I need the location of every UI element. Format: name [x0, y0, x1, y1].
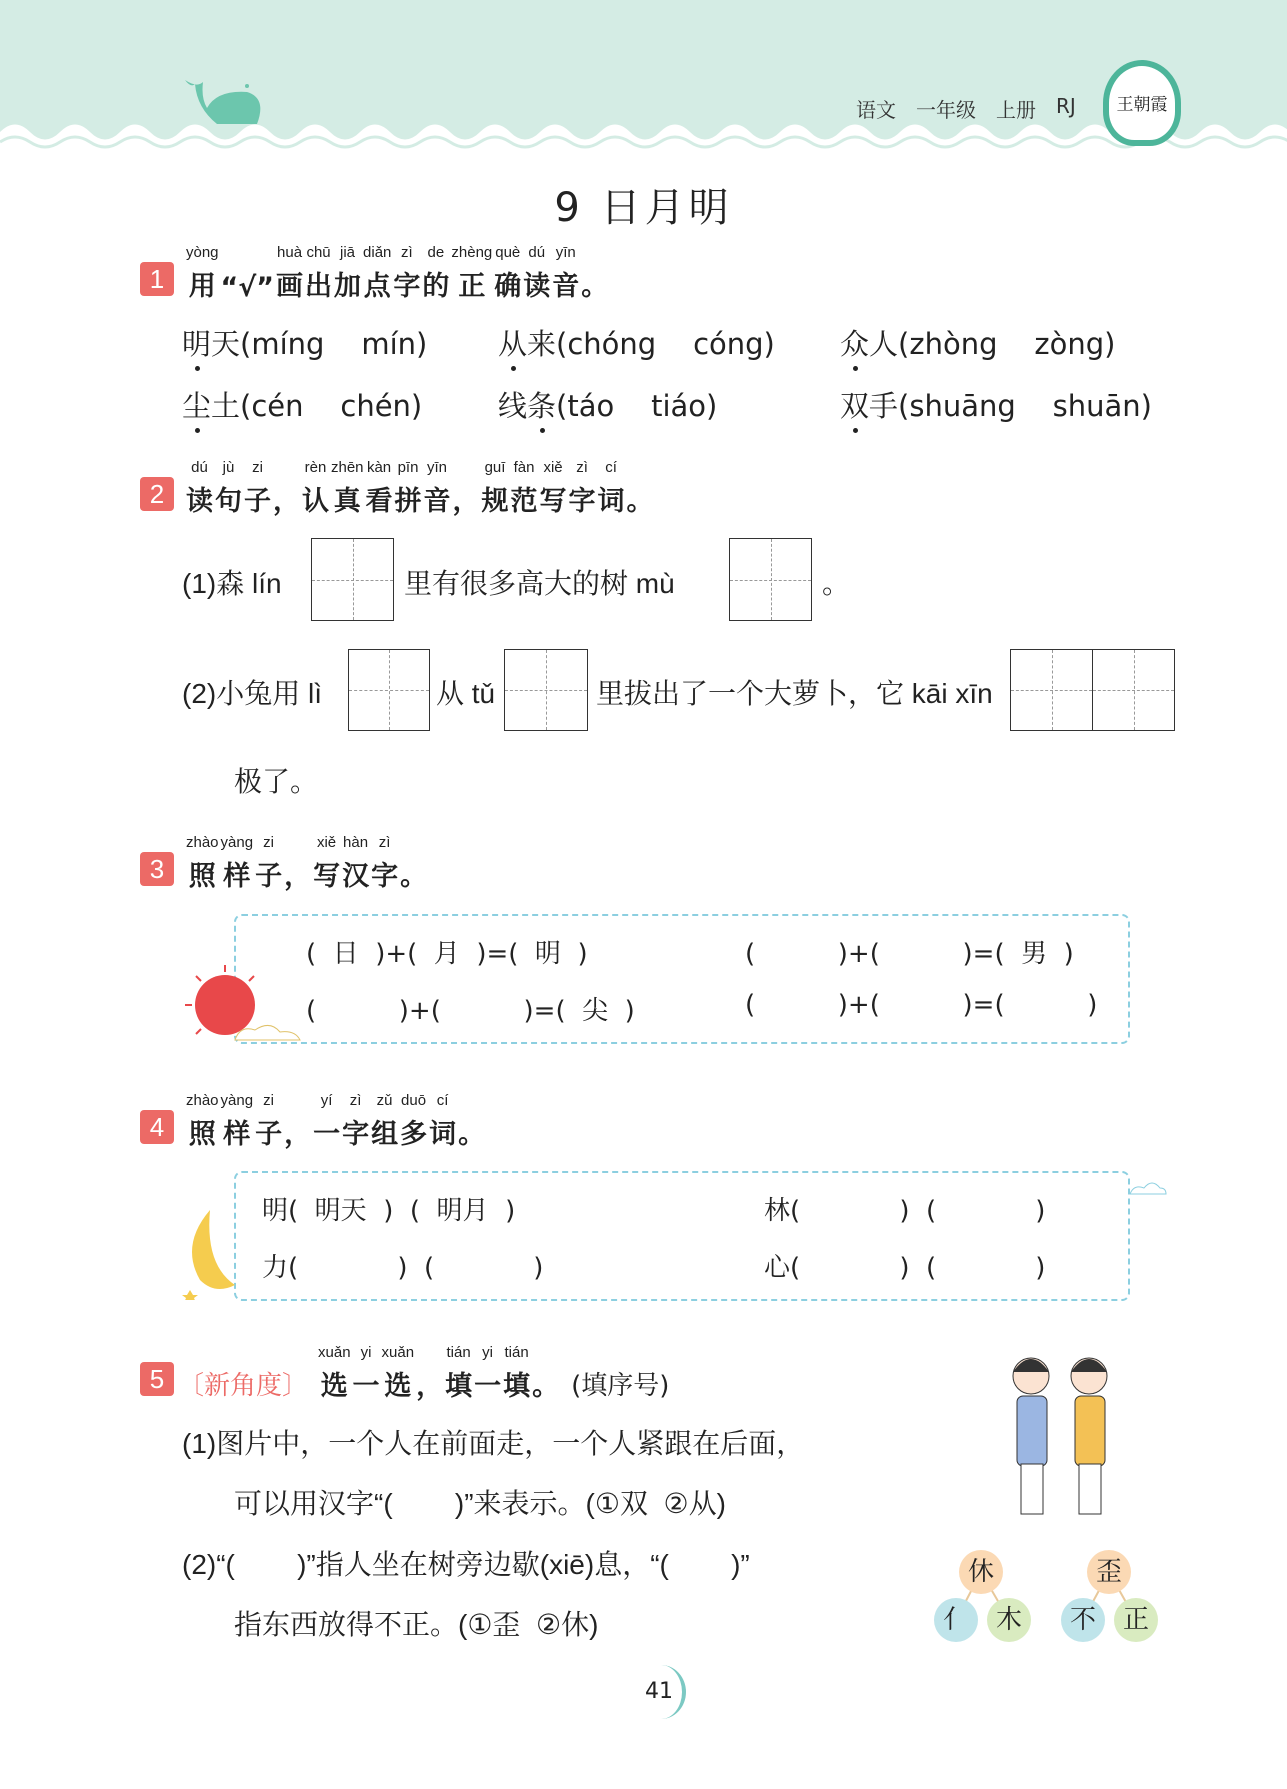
hanzi: “√” — [220, 272, 275, 303]
hanzi: 出 — [305, 271, 333, 302]
pinyin-char — [255, 1092, 282, 1151]
pinyin: zi — [263, 1092, 274, 1109]
pinyin: kàn — [366, 459, 392, 476]
pinyin: zhào — [186, 1092, 219, 1109]
hanzi: 音 — [552, 271, 580, 302]
hanzi: 认 — [302, 486, 329, 517]
pinyin: zì — [576, 459, 588, 476]
pinyin-char — [363, 244, 391, 303]
pinyin: diǎn — [363, 244, 392, 261]
hanzi: 。 — [400, 861, 428, 892]
hanzi: ， — [416, 1371, 444, 1402]
pinyin-char — [305, 244, 332, 303]
pinyin: dú — [191, 459, 208, 476]
pinyin: què — [495, 244, 521, 261]
pinyin-char — [186, 1092, 219, 1151]
pinyin-char — [318, 1344, 351, 1403]
q1-item[interactable] — [498, 384, 717, 425]
pinyin: tián — [504, 1344, 529, 1361]
question-number-4: 4 — [140, 1110, 174, 1144]
hanzi: 加 — [334, 271, 362, 302]
pinyin-char — [569, 459, 596, 518]
hanzi: 。 — [532, 1371, 560, 1402]
hanzi: 照 — [188, 1119, 216, 1150]
hanzi: 线 — [498, 389, 528, 423]
q4-word-group[interactable]: 心( ) ( ) — [764, 1253, 1046, 1283]
char-node: 亻 — [934, 1598, 978, 1642]
q5-note: (填序号) — [571, 1371, 670, 1401]
q4-word-group[interactable]: 力( ) ( ) — [262, 1253, 544, 1283]
pinyin-options[interactable]: (chóng cóng) — [556, 327, 775, 361]
q5-line[interactable]: 可以用汉字“( )”来表示。(①双 ②从) — [234, 1488, 726, 1519]
book-info — [856, 94, 1076, 123]
pinyin: de — [427, 244, 445, 261]
pinyin: zhēn — [331, 459, 364, 476]
hanzi: 填 — [445, 1371, 473, 1402]
hanzi: 照 — [188, 861, 216, 892]
hanzi: 确 — [494, 271, 522, 302]
q1-item[interactable] — [182, 384, 422, 425]
pinyin-char — [255, 834, 282, 893]
hanzi: 一 — [474, 1371, 502, 1402]
moon-icon — [180, 1205, 240, 1300]
pinyin: jù — [222, 459, 235, 476]
pinyin-char — [445, 1344, 472, 1403]
q3-instruction — [186, 834, 429, 893]
pinyin-char — [540, 459, 567, 518]
new-angle-tag: 〔新角度〕 — [178, 1371, 309, 1401]
q3-equation[interactable]: ( )+( )=( 男 ) — [745, 939, 1074, 969]
hanzi: 画 — [276, 271, 304, 302]
pinyin-char — [366, 459, 393, 518]
q2-sentence2-mid: 从 tǔ — [436, 678, 496, 709]
volume: 上册 — [996, 98, 1036, 122]
q5-line: 指东西放得不正。(①歪 ②休) — [234, 1609, 599, 1640]
pinyin-char — [523, 244, 550, 303]
writing-box[interactable] — [504, 649, 588, 731]
hanzi: 拼 — [394, 486, 422, 517]
pinyin-char — [221, 1092, 254, 1151]
q1-item[interactable] — [182, 322, 427, 363]
pinyin: yàng — [220, 1092, 254, 1109]
edition: RJ — [1056, 94, 1076, 118]
q1-item[interactable] — [840, 384, 1152, 425]
hanzi: 样 — [223, 1119, 251, 1150]
q3-equation[interactable]: ( 日 )+( 月 )=( 明 ) — [306, 939, 588, 969]
pinyin-char — [395, 459, 422, 518]
pinyin: zǔ — [376, 1092, 393, 1109]
hanzi: 一 — [352, 1371, 380, 1402]
pinyin: zi — [252, 459, 263, 476]
pinyin-char — [302, 459, 329, 518]
pinyin-char — [424, 459, 451, 518]
pinyin-options[interactable]: (míng mín) — [240, 327, 428, 361]
pinyin-char — [598, 459, 625, 518]
hanzi: 范 — [510, 486, 538, 517]
pinyin-options[interactable]: (táo tiáo) — [556, 389, 718, 423]
pinyin: xiě — [543, 459, 563, 476]
pinyin: yi — [360, 1344, 372, 1361]
pinyin-char — [331, 459, 364, 518]
pinyin-char — [313, 834, 340, 893]
pinyin-char — [313, 1092, 340, 1151]
pinyin: zi — [263, 834, 274, 851]
pinyin: huà — [277, 244, 303, 261]
writing-box[interactable] — [348, 649, 430, 731]
hanzi: 土 — [211, 389, 241, 423]
pinyin-char — [581, 244, 608, 303]
hanzi: 规 — [481, 486, 509, 517]
q4-word-group[interactable]: 明( 明天 ) ( 明月 ) — [262, 1196, 516, 1226]
pinyin-char — [221, 834, 254, 893]
pinyin-char — [342, 834, 369, 893]
pinyin: yàng — [220, 834, 254, 851]
pinyin-char — [393, 244, 420, 303]
hanzi: 词 — [597, 486, 625, 517]
pinyin-char — [482, 459, 509, 518]
pinyin-char — [422, 244, 449, 303]
pinyin-char — [474, 1344, 501, 1403]
pinyin-char — [215, 459, 242, 518]
grade: 一年级 — [916, 98, 976, 122]
hanzi: 组 — [371, 1119, 399, 1150]
hanzi: 条 — [527, 389, 557, 423]
hanzi: 明 — [182, 327, 212, 361]
pinyin: yí — [320, 1092, 333, 1109]
hanzi: 正 — [458, 271, 486, 302]
hanzi: 用 — [188, 271, 216, 302]
q2-sentence2-end: 极了。 — [234, 766, 319, 797]
pinyin: jiā — [340, 244, 356, 261]
question-number-1: 1 — [140, 262, 174, 296]
char-node: 正 — [1114, 1598, 1158, 1642]
pinyin-options[interactable]: (cén chén) — [240, 389, 423, 423]
writing-box[interactable] — [729, 538, 812, 621]
hanzi: 汉 — [342, 861, 370, 892]
q2-sentence1-mid: 里有很多高大的树 mù — [404, 568, 675, 599]
pinyin: zì — [378, 834, 391, 851]
hanzi: 子 — [255, 861, 283, 892]
pinyin: cí — [436, 1092, 449, 1109]
char-node: 木 — [987, 1598, 1031, 1642]
subject: 语文 — [856, 98, 896, 122]
pinyin-char — [503, 1344, 530, 1403]
hanzi: 一 — [313, 1119, 341, 1150]
hanzi: 子 — [244, 486, 271, 517]
pinyin: pīn — [397, 459, 419, 476]
pinyin-char — [342, 1092, 369, 1151]
q4-word-group[interactable]: 林( ) ( ) — [764, 1196, 1046, 1226]
hanzi: 读 — [186, 486, 213, 517]
q2-sentence2-start: (2)小兔用 lì — [182, 678, 323, 709]
pinyin: xiě — [316, 834, 337, 851]
pinyin-options[interactable]: (zhòng zòng) — [898, 327, 1116, 361]
pinyin-char — [400, 1092, 427, 1151]
hanzi: 字 — [342, 1119, 370, 1150]
hanzi: 天 — [211, 327, 241, 361]
question-number-5: 5 — [140, 1362, 174, 1396]
pinyin: xuǎn — [381, 1344, 415, 1361]
pinyin: zì — [349, 1092, 362, 1109]
pinyin: yòng — [186, 244, 219, 261]
pinyin-options[interactable]: (shuāng shuān) — [898, 389, 1152, 423]
char-node: 不 — [1061, 1598, 1105, 1642]
hanzi: 看 — [365, 486, 393, 517]
pinyin: duō — [401, 1092, 427, 1109]
pinyin-char — [429, 1092, 456, 1151]
writing-box[interactable] — [1010, 649, 1093, 731]
writing-box[interactable] — [1092, 649, 1175, 731]
question-number-2: 2 — [140, 477, 174, 511]
q2-instruction — [186, 459, 656, 518]
hanzi: 选 — [320, 1371, 348, 1402]
pinyin-char — [221, 252, 275, 303]
cloud-icon — [1128, 1178, 1168, 1198]
pinyin-char — [453, 459, 480, 518]
hanzi: 选 — [384, 1371, 412, 1402]
hanzi: 点 — [363, 271, 391, 302]
q3-equation[interactable]: ( )+( )=( ) — [745, 990, 1098, 1020]
hanzi: 样 — [223, 861, 251, 892]
q4-instruction — [186, 1092, 487, 1151]
hanzi: 人 — [869, 327, 899, 361]
char-node: 歪 — [1087, 1550, 1131, 1594]
pinyin-char — [284, 834, 311, 893]
pinyin: yīn — [555, 244, 576, 261]
q1-item[interactable] — [498, 322, 775, 363]
hanzi: 子 — [255, 1119, 283, 1150]
q5-line: (1)图片中，一个人在前面走，一个人紧跟在后面， — [182, 1428, 805, 1459]
pinyin-char — [276, 244, 303, 303]
pinyin-char — [371, 834, 398, 893]
hanzi: 手 — [869, 389, 899, 423]
char-node: 休 — [959, 1550, 1003, 1594]
question-number-3: 3 — [140, 852, 174, 886]
hanzi: 来 — [527, 327, 557, 361]
q2-sentence2-mid2: 里拔出了一个大萝卜，它 kāi xīn — [596, 678, 993, 709]
pinyin: xuǎn — [318, 1344, 351, 1361]
q1-item[interactable] — [840, 322, 1115, 363]
hanzi: ， — [273, 486, 300, 517]
lesson-title: 9 日月明 — [554, 185, 733, 231]
pinyin: zhèng — [451, 244, 493, 261]
pinyin-char — [552, 244, 579, 303]
whale-icon — [177, 78, 274, 128]
pinyin-char — [458, 1092, 485, 1151]
hanzi: 读 — [523, 271, 551, 302]
brand-logo — [1103, 60, 1181, 146]
hanzi: 句 — [215, 486, 242, 517]
hanzi: 。 — [581, 271, 609, 302]
pinyin-char — [186, 834, 219, 893]
pinyin-char — [511, 459, 538, 518]
pinyin-char — [416, 1344, 443, 1403]
brand-logo-text: 王朝霞 — [1116, 95, 1168, 115]
hanzi: 的 — [422, 271, 450, 302]
page-number: 41 — [636, 1665, 686, 1719]
hanzi: ， — [284, 861, 312, 892]
hanzi: 写 — [539, 486, 567, 517]
sun-icon — [180, 960, 320, 1050]
pinyin: dú — [528, 244, 546, 261]
pinyin-char — [627, 459, 654, 518]
pinyin: tián — [446, 1344, 471, 1361]
pinyin-char — [186, 244, 219, 303]
pinyin-char — [284, 1092, 311, 1151]
hanzi: 。 — [458, 1119, 486, 1150]
two-boys-illustration — [995, 1346, 1125, 1526]
hanzi: ， — [284, 1119, 312, 1150]
hanzi: 音 — [423, 486, 451, 517]
q5-line[interactable]: (2)“( )”指人坐在树旁边歇(xiē)息，“( )” — [182, 1549, 750, 1580]
hanzi: ， — [452, 486, 480, 517]
pinyin: zì — [401, 244, 413, 261]
pinyin-char — [451, 244, 492, 303]
hanzi: 填 — [503, 1371, 531, 1402]
hanzi: 从 — [498, 327, 528, 361]
hanzi: 双 — [840, 389, 870, 423]
q1-instruction — [186, 244, 610, 303]
q3-equation[interactable]: ( )+( )=( 尖 ) — [306, 996, 635, 1026]
pinyin-char — [273, 459, 300, 518]
pinyin-char — [334, 244, 361, 303]
writing-box[interactable] — [311, 538, 394, 621]
pinyin: yīn — [427, 459, 448, 476]
hanzi: 尘 — [182, 389, 212, 423]
pinyin: chū — [306, 244, 331, 261]
pinyin-char — [186, 459, 213, 518]
pinyin: rèn — [304, 459, 327, 476]
hanzi: 字 — [393, 271, 421, 302]
pinyin-char — [244, 459, 271, 518]
hanzi: 。 — [626, 486, 654, 517]
hanzi: 多 — [400, 1119, 428, 1150]
pinyin-char — [371, 1092, 398, 1151]
hanzi: 词 — [429, 1119, 457, 1150]
hanzi: 真 — [333, 486, 361, 517]
q5-instruction — [318, 1344, 561, 1403]
pinyin: cí — [605, 459, 617, 476]
pinyin: fàn — [513, 459, 535, 476]
pinyin-char — [353, 1344, 380, 1403]
hanzi: 写 — [313, 861, 341, 892]
pinyin-char — [532, 1344, 559, 1403]
pinyin: hàn — [343, 834, 369, 851]
pinyin-char — [382, 1344, 415, 1403]
pinyin: guī — [484, 459, 506, 476]
q2-sentence1-start: (1)森 lín — [182, 568, 282, 599]
pinyin: zhào — [186, 834, 219, 851]
q5-heading — [178, 1344, 669, 1403]
pinyin: yi — [482, 1344, 493, 1361]
pinyin-char — [400, 834, 427, 893]
hanzi: 众 — [840, 327, 870, 361]
hanzi: 字 — [568, 486, 596, 517]
pinyin-char — [494, 244, 521, 303]
q2-sentence1-end: 。 — [822, 568, 851, 599]
hanzi: 字 — [371, 861, 399, 892]
